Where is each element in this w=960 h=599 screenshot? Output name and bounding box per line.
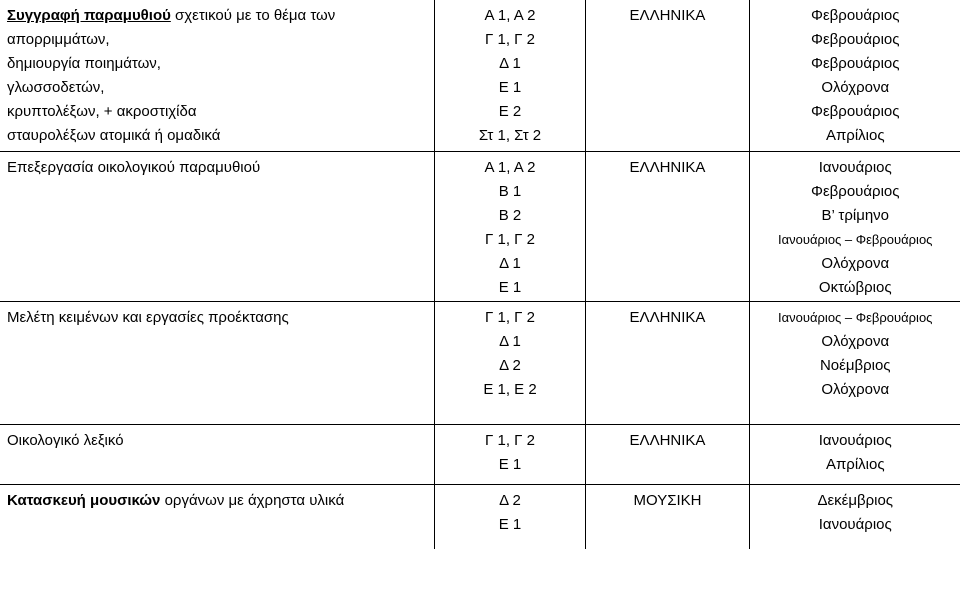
subject-text: ΕΛΛΗΝΙΚΑ — [629, 7, 706, 24]
class-line: Δ 1 — [499, 55, 521, 72]
class-line: Ε 1 — [498, 79, 522, 96]
table-row — [0, 302, 960, 425]
period-line: Νοέμβριος — [819, 357, 891, 374]
period-line: Ιανουάριος — [818, 432, 892, 449]
class-line: Δ 2 — [499, 492, 521, 509]
activity-cell — [0, 485, 434, 550]
activity-cell — [0, 0, 434, 152]
activity-highlight: Κατασκευή μουσικών — [7, 492, 161, 509]
period-line: Απρίλιος — [825, 127, 885, 144]
activity-line: Μελέτη κειμένων και εργασίες προέκτασης — [7, 309, 289, 326]
class-line: Γ 1, Γ 2 — [485, 309, 535, 326]
class-line: Ε 1, Ε 2 — [483, 381, 537, 398]
activity-line: σταυρολέξων ατομικά ή ομαδικά — [7, 127, 221, 144]
table-row — [0, 152, 960, 302]
period-line: Φεβρουάριος — [811, 183, 900, 200]
subject-cell — [585, 302, 749, 425]
class-line: Ε 1 — [498, 279, 522, 296]
class-line: Α 1, Α 2 — [484, 159, 536, 176]
class-line: Ε 2 — [498, 103, 522, 120]
class-line: Ε 1 — [498, 516, 522, 533]
period-line: Φεβρουάριος — [811, 103, 900, 120]
subject-text: ΕΛΛΗΝΙΚΑ — [629, 432, 706, 449]
class-line: Δ 2 — [499, 357, 521, 374]
subject-cell — [585, 0, 749, 152]
period-line: Φεβρουάριος — [811, 31, 900, 48]
class-line: Γ 1, Γ 2 — [485, 432, 535, 449]
classes-cell — [434, 152, 585, 302]
table-row — [0, 425, 960, 485]
subject-cell — [585, 425, 749, 485]
activity-line: απορριμμάτων, — [7, 31, 110, 48]
period-line: Δεκέμβριος — [817, 492, 894, 509]
period-line: Ιανουάριος — [818, 159, 892, 176]
class-line: Γ 1, Γ 2 — [485, 231, 535, 248]
period-line: Ολόχρονα — [821, 333, 890, 350]
subject-cell — [585, 152, 749, 302]
table-row — [0, 485, 960, 550]
subject-text: ΕΛΛΗΝΙΚΑ — [629, 159, 706, 176]
class-line: Στ 1, Στ 2 — [478, 127, 542, 144]
activity-rest: σχετικού με το θέμα των — [170, 7, 336, 24]
classes-cell — [434, 485, 585, 550]
activity-line — [7, 489, 428, 513]
activity-line: Οικολογικό λεξικό — [7, 432, 124, 449]
period-cell — [749, 0, 960, 152]
activity-line: κρυπτολέξων, + ακροστιχίδα — [7, 103, 197, 120]
subject-text: ΕΛΛΗΝΙΚΑ — [629, 309, 706, 326]
class-line: Δ 1 — [499, 255, 521, 272]
classes-cell — [434, 425, 585, 485]
activity-highlight: Συγγραφή παραμυθιού — [7, 7, 171, 24]
activity-rest: οργάνων με άχρηστα υλικά — [160, 492, 345, 509]
class-line: Ε 1 — [498, 456, 522, 473]
classes-cell — [434, 0, 585, 152]
table-row — [0, 0, 960, 152]
period-cell — [749, 152, 960, 302]
period-line: Απρίλιος — [825, 456, 885, 473]
subject-text: ΜΟΥΣΙΚΗ — [633, 492, 702, 509]
period-line: Ιανουάριος – Φεβρουάριος — [778, 232, 933, 247]
period-line: Ολόχρονα — [821, 79, 890, 96]
period-line: Οκτώβριος — [818, 279, 892, 296]
class-line: Β 1 — [498, 183, 522, 200]
period-line: Ιανουάριος – Φεβρουάριος — [778, 310, 933, 325]
activity-line: Επεξεργασία οικολογικού παραμυθιού — [7, 159, 261, 176]
period-line: Β’ τρίμηνο — [821, 207, 890, 224]
period-line: Ολόχρονα — [821, 381, 890, 398]
period-line: Ολόχρονα — [821, 255, 890, 272]
activity-line: δημιουργία ποιημάτων, — [7, 55, 161, 72]
period-line: Ιανουάριος — [818, 516, 892, 533]
activity-cell — [0, 425, 434, 485]
class-line: Γ 1, Γ 2 — [485, 31, 535, 48]
class-line: Α 1, Α 2 — [484, 7, 536, 24]
class-line: Β 2 — [498, 207, 522, 224]
activity-line: γλωσσοδετών, — [7, 79, 105, 96]
activity-line — [7, 4, 428, 28]
period-line: Φεβρουάριος — [811, 55, 900, 72]
period-cell — [749, 485, 960, 550]
subject-cell — [585, 485, 749, 550]
period-cell — [749, 302, 960, 425]
activity-cell — [0, 302, 434, 425]
classes-cell — [434, 302, 585, 425]
period-cell — [749, 425, 960, 485]
class-line: Δ 1 — [499, 333, 521, 350]
period-line: Φεβρουάριος — [811, 7, 900, 24]
activity-cell — [0, 152, 434, 302]
